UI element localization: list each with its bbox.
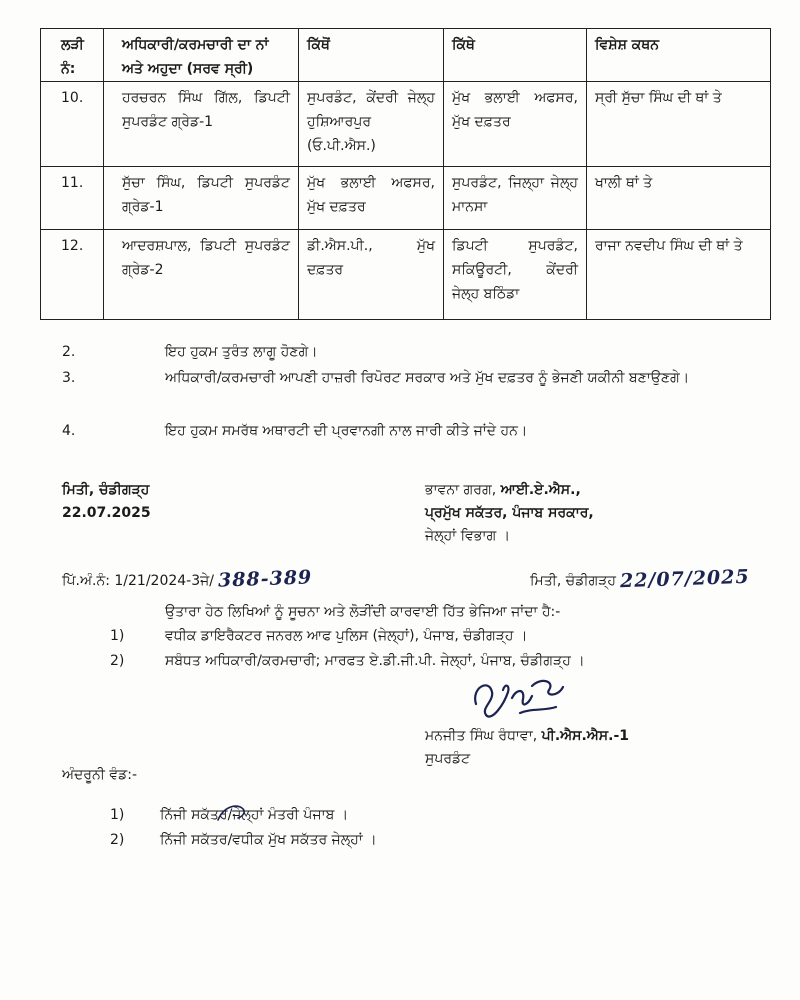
header-serial-number: ਲੜੀ ਨੰ:: [41, 29, 104, 82]
pen-mark: [214, 800, 254, 826]
list-text: ਨਿੱਜੀ ਸਕੱਤਰ/ਵਧੀਕ ਮੁੱਖ ਸਕੱਤਰ ਜੇਲ੍ਹਾਂ ।: [160, 832, 377, 848]
recipient-list: [110, 624, 585, 674]
paragraph-3: [62, 365, 770, 391]
table-row: [41, 82, 771, 167]
cell-to: ਸੁਪਰਡੰਟ, ਜਿਲ੍ਹਾ ਜੇਲ੍ਹ ਮਾਨਸਾ: [444, 167, 587, 230]
paragraph-text: ਇਹ ਹੁਕਮ ਸਮਰੱਥ ਅਥਾਰਟੀ ਦੀ ਪ੍ਰਵਾਨਗੀ ਨਾਲ ਜਾਰੀ ਕੀਤੇ ਜਾਂਦੇ ਹਨ।: [165, 423, 528, 439]
cell-officer: ਹਰਚਰਨ ਸਿੰਘ ਗਿੱਲ, ਡਿਪਟੀ ਸੁਪਰਡੰਟ ਗ੍ਰੇਡ-1: [104, 82, 299, 167]
table-row: [41, 167, 771, 230]
endorsement-intro: ਉਤਾਰਾ ਹੇਠ ਲਿਖਿਆਂ ਨੂੰ ਸੂਚਨਾ ਅਤੇ ਲੋੜੀਂਦੀ ਕਾਰਵਾਈ ਹਿੱਤ ਭੇਜਿਆ ਜਾਂਦਾ ਹੈ:-: [165, 604, 561, 620]
list-text: ਸਬੰਧਤ ਅਧਿਕਾਰੀ/ਕਰਮਚਾਰੀ; ਮਾਰਫਤ ਏ.ਡੀ.ਜੀ.ਪੀ. ਜੇਲ੍ਹਾਂ, ਪੰਜਾਬ, ਚੰਡੀਗੜ੍ਹ ।: [165, 653, 585, 669]
order-date: 22.07.2025: [62, 505, 151, 521]
endorsement-signatory: [425, 725, 629, 771]
cell-remarks: ਰਾਜਾ ਨਵਦੀਪ ਸਿੰਘ ਦੀ ਥਾਂ ਤੇ: [587, 230, 771, 320]
paragraph-text: ਅਧਿਕਾਰੀ/ਕਰਮਚਾਰੀ ਆਪਣੀ ਹਾਜ਼ਰੀ ਰਿਪੋਰਟ ਸਰਕਾਰ ਅਤੇ ਮੁੱਖ ਦਫ਼ਤਰ ਨੂੰ ਭੇਜਣੀ ਯਕੀਨੀ ਬਣਾਉਣਗੇ।: [165, 370, 690, 386]
list-item: [110, 828, 377, 853]
cell-serial-number: 12.: [41, 230, 104, 320]
handwritten-date: 22/07/2025: [619, 565, 751, 593]
header-from: ਕਿੱਥੋਂ: [299, 29, 444, 82]
transfer-table: [40, 28, 771, 320]
officer-name: ਮਨਜੀਤ ਸਿੰਘ ਰੰਧਾਵਾ,: [425, 728, 538, 744]
paragraph-number: 4.: [62, 423, 76, 439]
list-number: 2): [110, 832, 125, 848]
table-row: [41, 230, 771, 320]
cell-from: ਸੁਪਰਡੰਟ, ਕੇਂਦਰੀ ਜੇਲ੍ਹ ਹੁਸ਼ਿਆਰਪੁਰ (ਓ.ਪੀ.ਐਸ.): [299, 82, 444, 167]
list-number: 1): [110, 628, 125, 644]
cell-remarks: ਸ੍ਰੀ ਸੁੱਚਾ ਸਿੰਘ ਦੀ ਥਾਂ ਤੇ: [587, 82, 771, 167]
endorsement-reference: [62, 566, 312, 594]
cell-from: ਡੀ.ਐਸ.ਪੀ., ਮੁੱਖ ਦਫ਼ਤਰ: [299, 230, 444, 320]
internal-distribution-heading: ਅੰਦਰੂਨੀ ਵੰਡ:-: [62, 767, 138, 783]
paragraph-number: 3.: [62, 370, 76, 386]
paragraph-4: [62, 418, 770, 444]
header-officer-name-designation: ਅਧਿਕਾਰੀ/ਕਰਮਚਾਰੀ ਦਾ ਨਾਂ ਅਤੇ ਅਹੁਦਾ (ਸਰਵ ਸ੍ਰੀ): [104, 29, 299, 82]
header-to: ਕਿੱਥੇ: [444, 29, 587, 82]
reference-label: ਪਿੱ.ਅੰ.ਨੰ: 1/21/2024-3ਜੇ/: [62, 573, 214, 589]
paragraph-2: [62, 339, 770, 365]
cell-to: ਡਿਪਟੀ ਸੁਪਰਡੰਟ, ਸਕਿਊਰਟੀ, ਕੇਂਦਰੀ ਜੇਲ੍ਹ ਬਠਿੰਡਾ: [444, 230, 587, 320]
list-number: 1): [110, 807, 125, 823]
paragraph-number: 2.: [62, 344, 76, 360]
cell-serial-number: 11.: [41, 167, 104, 230]
header-remarks: ਵਿਸ਼ੇਸ਼ ਕਥਨ: [587, 29, 771, 82]
signatory-department: ਜੇਲ੍ਹਾਂ ਵਿਭਾਗ ।: [425, 528, 511, 544]
handwritten-reference-number: 388-389: [217, 566, 313, 592]
paragraph-text: ਇਹ ਹੁਕਮ ਤੁਰੰਤ ਲਾਗੂ ਹੋਣਗੇ।: [165, 344, 318, 360]
cell-officer: ਸੁੱਚਾ ਸਿੰਘ, ਡਿਪਟੀ ਸੁਪਰਡੰਟ ਗ੍ਰੇਡ-1: [104, 167, 299, 230]
cell-officer: ਆਦਰਸ਼ਪਾਲ, ਡਿਪਟੀ ਸੁਪਰਡੰਟ ਗ੍ਰੇਡ-2: [104, 230, 299, 320]
officer-designation: ਸੁਪਰਡੰਟ: [425, 751, 471, 767]
list-number: 2): [110, 653, 125, 669]
place-label: ਮਿਤੀ, ਚੰਡੀਗੜ੍ਹ: [62, 482, 150, 498]
list-text: ਵਧੀਕ ਡਾਇਰੈਕਟਰ ਜਨਰਲ ਆਫ ਪੁਲਿਸ (ਜੇਲ੍ਹਾਂ), ਪੰਜਾਬ, ਚੰਡੀਗੜ੍ਹ ।: [165, 628, 528, 644]
table-header-row: [41, 29, 771, 82]
order-signatory: [425, 479, 594, 548]
cell-serial-number: 10.: [41, 82, 104, 167]
officer-name-line: [425, 725, 629, 748]
cell-to: ਮੁੱਖ ਭਲਾਈ ਅਫਸਰ, ਮੁੱਖ ਦਫ਼ਤਰ: [444, 82, 587, 167]
cell-remarks: ਖਾਲੀ ਥਾਂ ਤੇ: [587, 167, 771, 230]
signatory-name: ਭਾਵਨਾ ਗਰਗ,: [425, 482, 497, 498]
endorsement-date-label: ਮਿਤੀ, ਚੰਡੀਗੜ੍ਹ: [530, 573, 617, 589]
signatory-designation: ਪ੍ਰਮੁੱਖ ਸਕੱਤਰ, ਪੰਜਾਬ ਸਰਕਾਰ,: [425, 505, 594, 521]
signature: [462, 668, 572, 730]
cell-from: ਮੁੱਖ ਭਲਾਈ ਅਫਸਰ, ਮੁੱਖ ਦਫ਼ਤਰ: [299, 167, 444, 230]
list-text: ਨਿੱਜੀ ਸਕੱਤਰ/ਜੇਲ੍ਹਾਂ ਮੰਤਰੀ ਪੰਜਾਬ ।: [160, 807, 349, 823]
endorsement-date: [530, 566, 750, 594]
officer-service: ਪੀ.ਐਸ.ਐਸ.-1: [541, 728, 630, 744]
order-place-date: [62, 479, 151, 525]
list-item: [110, 624, 585, 649]
signatory-service: ਆਈ.ਏ.ਐਸ.,: [500, 482, 581, 498]
signatory-name-line: [425, 479, 594, 502]
